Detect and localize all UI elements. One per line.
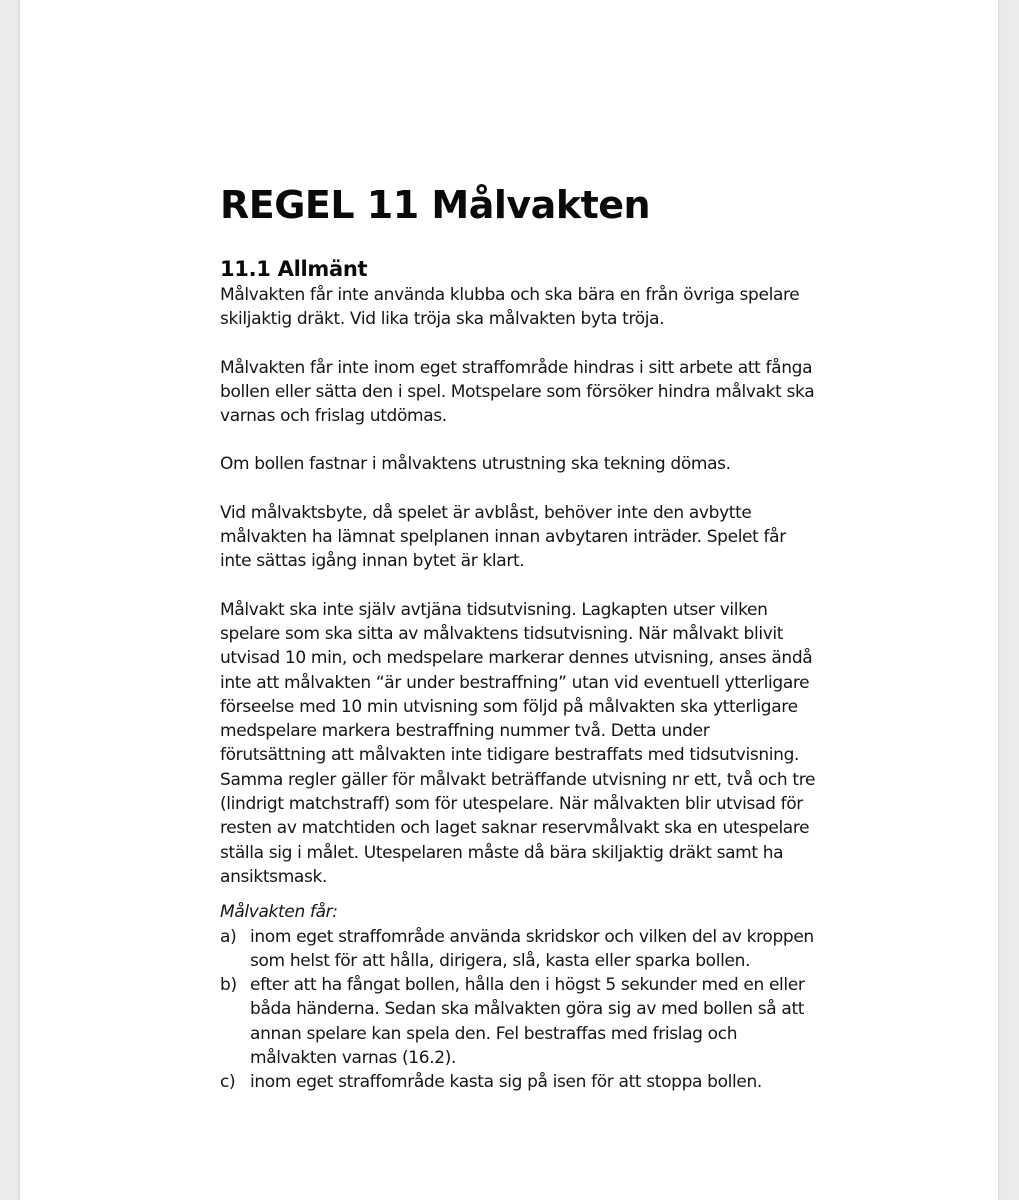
paragraph: Om bollen fastnar i målvaktens utrustning ska tekning dömas. [220, 454, 731, 475]
list-item-text: inom eget straffområde använda skridskor och vilken del av kroppen som helst för att hålla, dirigera, slå, kasta eller sparka bollen. [250, 926, 814, 971]
document-page [20, 0, 998, 1200]
paragraph: Målvakt ska inte själv avtjäna tidsutvisning. Lagkapten utser vilken spelare som ska sitta av målvaktens tidsutvisning. När målvakt blivit utvisad 10 min, och medspelare markerar dennes utvisning, anses ändå inte att målvakten “är under bestraffning” utan vid eventuell ytterligare förseelse med 10 min utvisning som följd på målvakten ska ytterligare medspelare markera bestraffning nummer två. Detta under förutsättning att målvakten inte tidigare bestraffats med tidsutvisning. Samma regler gäller för målvakt beträffande utvisning nr ett, två och tre (lindrigt matchstraff) som för utespelare. När målvakten blir utvisad för resten av matchtiden och laget saknar reservmålvakt ska en utespelare ställa sig i målet. Utespelaren måste då bära skiljaktig dräkt samt ha ansiktsmask. [220, 599, 816, 887]
section-heading: 11.1 Allmänt [220, 257, 368, 281]
paragraph: Vid målvaktsbyte, då spelet är avblåst, behöver inte den avbytte målvakten ha lämnat spelplanen innan avbytaren inträder. Spelet får inte sättas igång innan bytet är klart. [220, 502, 786, 572]
list-marker: c) [220, 1072, 236, 1093]
paragraph: Målvakten får inte använda klubba och ska bära en från övriga spelare skiljaktig dräkt. Vid lika tröja ska målvakten byta tröja. [220, 285, 800, 330]
list-item [220, 973, 820, 1070]
list-item-text: inom eget straffområde kasta sig på isen för att stoppa bollen. [250, 1072, 762, 1093]
document-title: REGEL 11 Målvakten [220, 183, 651, 227]
list-item [220, 925, 820, 974]
list-item-text: efter att ha fångat bollen, hålla den i högst 5 sekunder med en eller båda händerna. Sedan ska målvakten göra sig av med bollen så att annan spelare kan spela den. Fel bestraffas med frislag och målvakten varnas (16.2). [250, 975, 805, 1069]
list-marker: a) [220, 926, 237, 947]
list-item [220, 1070, 820, 1094]
list-intro: Målvakten får: [220, 902, 338, 923]
rule-list [220, 925, 820, 1095]
page-content [220, 183, 820, 1095]
list-marker: b) [220, 975, 237, 996]
paragraph: Målvakten får inte inom eget straffområde hindras i sitt arbete att fånga bollen eller sätta den i spel. Motspelare som försöker hindra målvakt ska varnas och frislag utdömas. [220, 357, 815, 427]
